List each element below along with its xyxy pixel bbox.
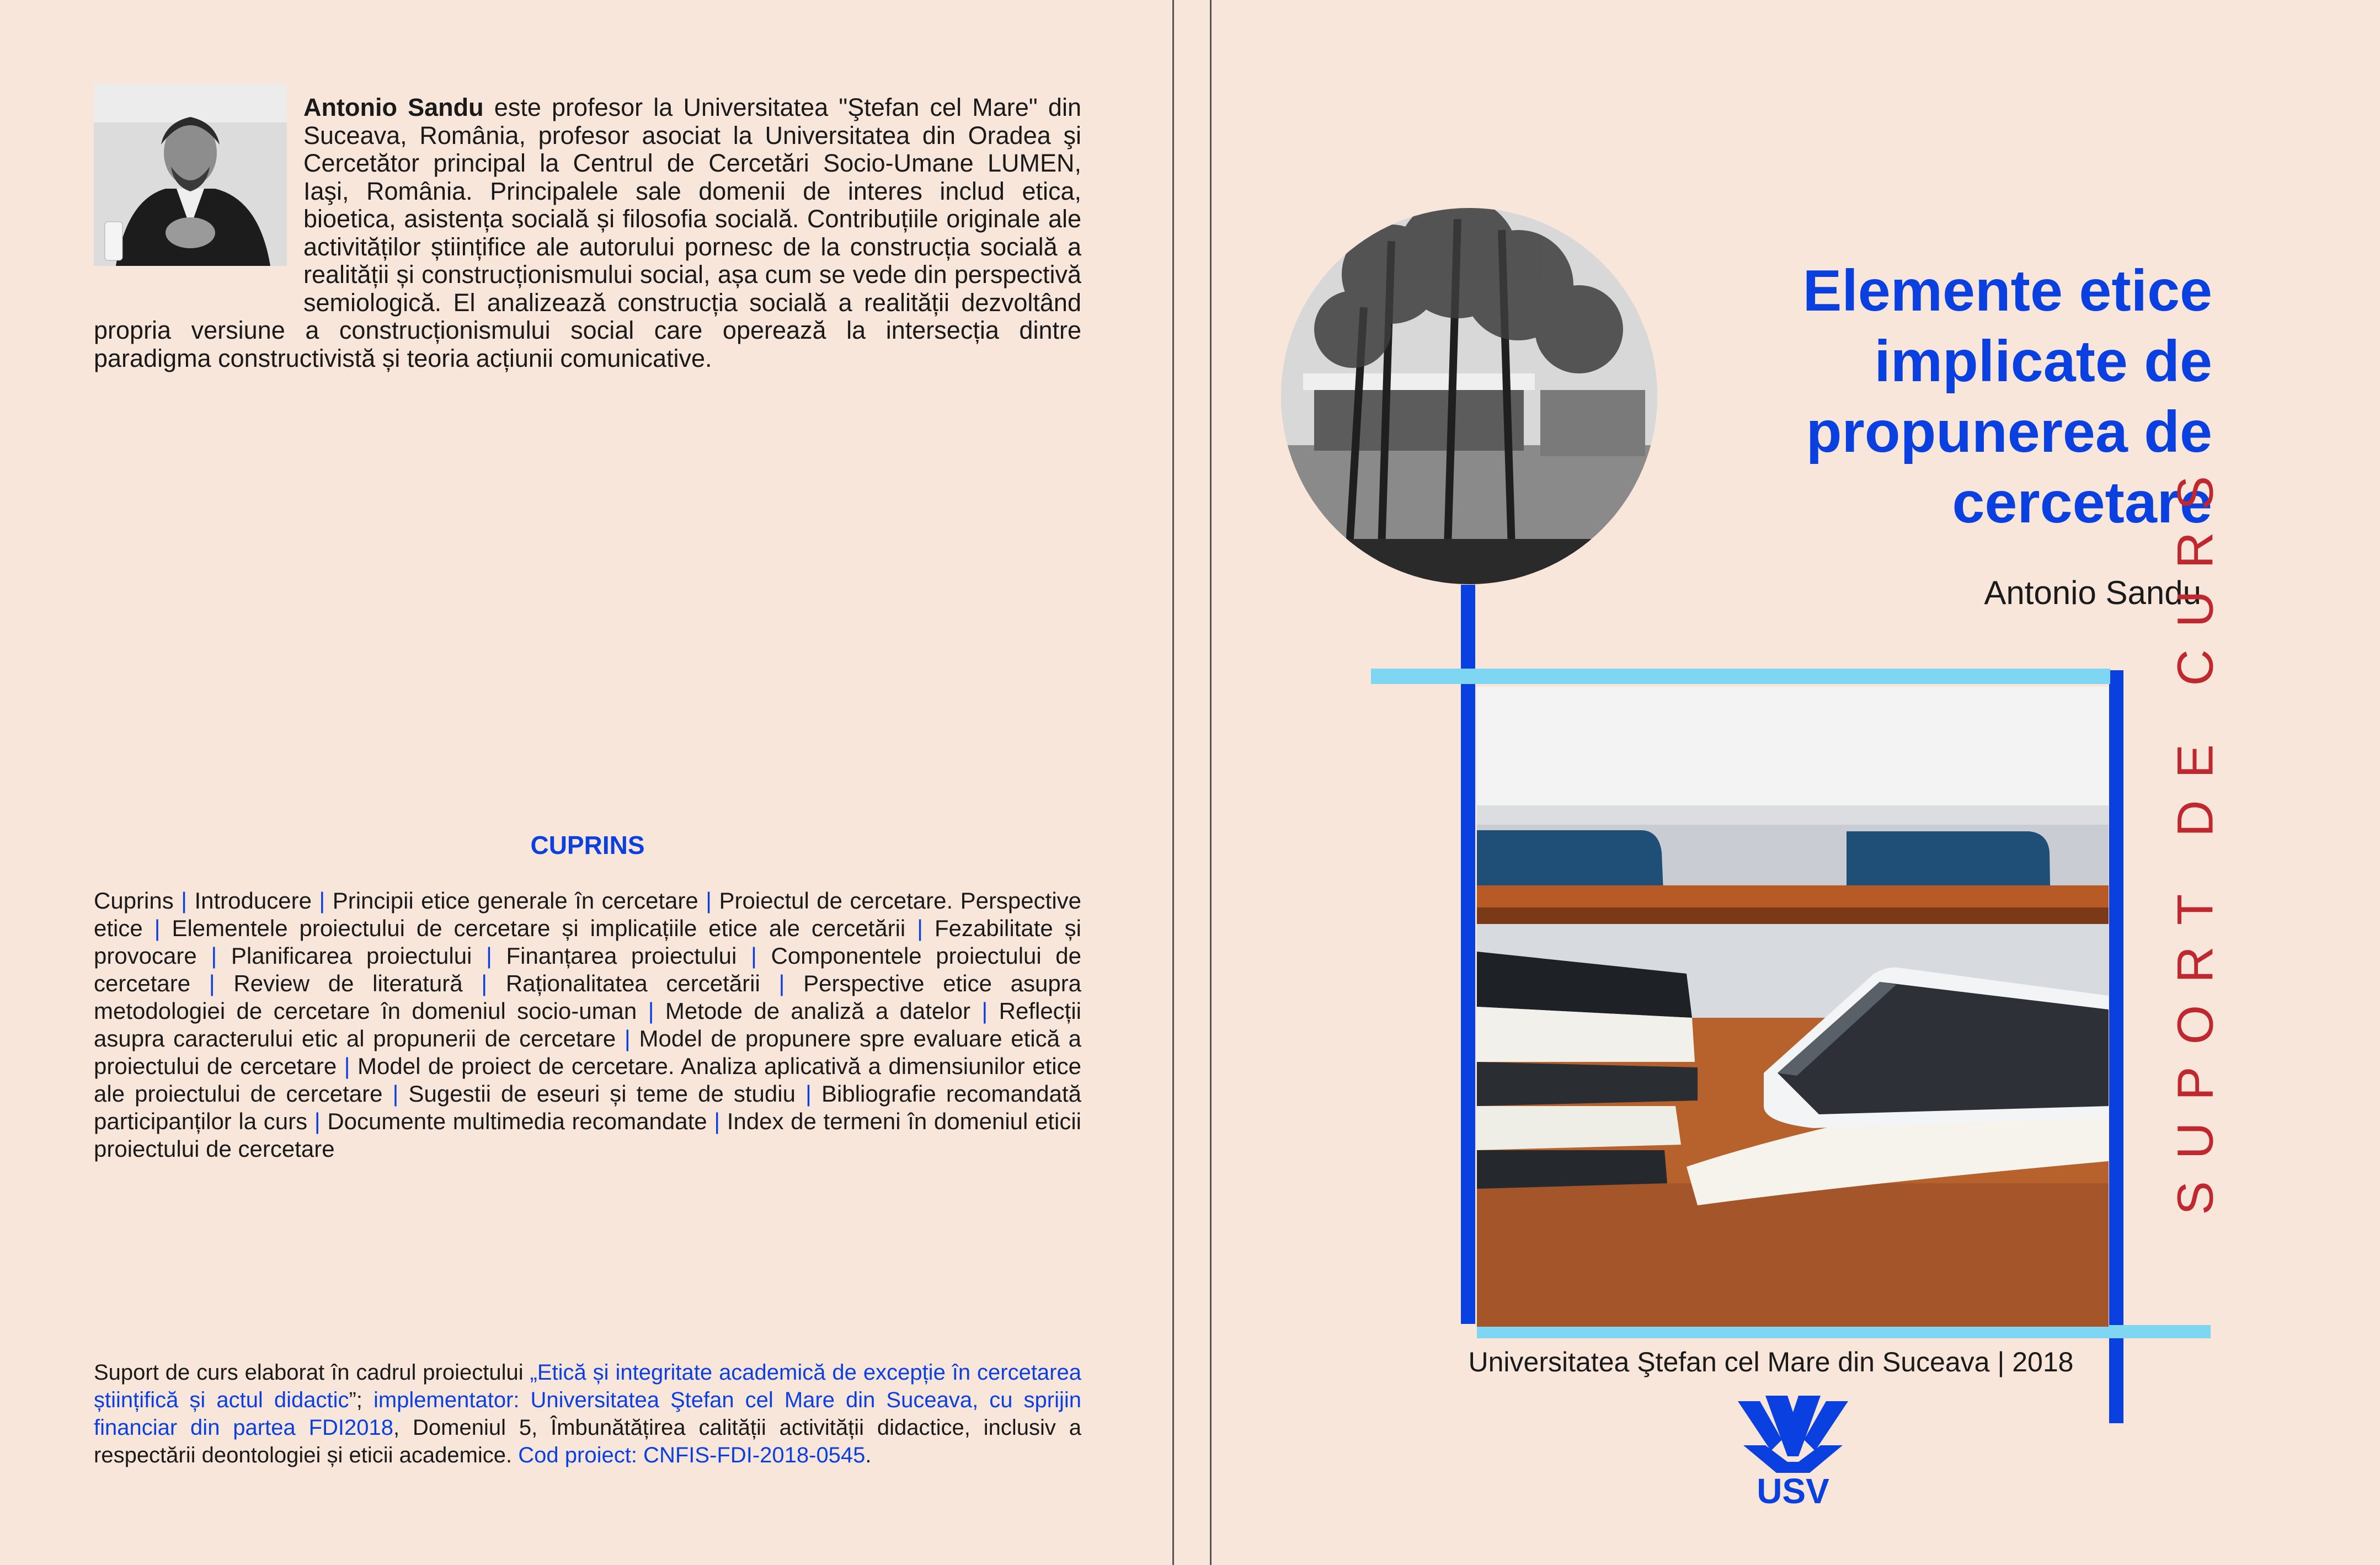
title-line: implicate de (1874, 329, 2212, 394)
toc-separator: | (472, 943, 506, 969)
book-spine (1172, 0, 1212, 1565)
books-tablet-photo (1477, 687, 2109, 1327)
blue-frame-line-left (1461, 585, 1475, 1324)
project-code: Cod proiect: CNFIS-FDI-2018-0545 (518, 1443, 866, 1467)
author-bio (94, 94, 1081, 372)
toc-separator: | (698, 888, 719, 914)
toc-item: Reflecții asupra caracterului etic al propunerii de cercetare (94, 998, 1082, 1051)
toc-item: Model de proiect de cercetare. Analiza aplicativă a dimensiunilor etice ale proiectului de cercetare (94, 1053, 1081, 1107)
toc-separator: | (616, 1025, 639, 1051)
campus-photo (1281, 208, 1657, 584)
toc-item: Model de propunere spre evaluare etică a proiectului de cercetare (94, 1025, 1082, 1079)
project-implementer: implementator: Universitatea Ştefan cel Mare din Suceava, cu sprijin financiar din partea FDI2018 (94, 1388, 1081, 1440)
toc-separator: | (905, 915, 935, 941)
author-bio-text: este profesor la Universitatea "Ştefan cel Mare" din Suceava, România, profesor asociat la Universitatea din Oradea şi Cercetător principal la Centrul de Cercetări Socio-Umane LUMEN, Iaşi, România. Principalele sale domenii de interes includ etica, bioetica, asistența socială și filosofia socială. Contribuțiile originale ale activităților științifice ale autorului pornesc de la construcția socială a realității și construcționismului social, așa cum se vede din perspectivă semiologică. El analizează construcția socială a realității dezvoltând propria versiune a construcționismului social care operează la intersecția dintre paradigma constructivistă și teoria acțiunii comunicative. (94, 93, 1081, 372)
toc-item: Principii etice generale în cercetare (332, 888, 698, 914)
title-line: propunerea de (1806, 399, 2212, 464)
author-name: Antonio Sandu (303, 93, 484, 121)
blue-frame-line-right (2109, 670, 2123, 1423)
toc-item: Introducere (194, 888, 312, 914)
table-of-contents (94, 887, 1081, 1163)
toc-item: Fezabilitate și provocare (94, 915, 1082, 969)
book-title (1683, 255, 2212, 538)
toc-item: Cuprins (94, 888, 174, 914)
logo-text: USV (1757, 1471, 1829, 1511)
title-line: Elemente etice (1802, 258, 2212, 323)
back-cover (0, 0, 1172, 1565)
cover-author: Antonio Sandu (1984, 574, 2201, 611)
toc-separator: | (760, 970, 804, 996)
toc-item: Review de literatură (233, 970, 463, 996)
toc-item: Raționalitatea cercetării (505, 970, 760, 996)
toc-item: Bibliografie recomandată participanților la curs (94, 1081, 1082, 1134)
toc-separator: | (637, 998, 665, 1024)
toc-separator: | (737, 943, 771, 969)
title-line: cercetare (1952, 470, 2212, 535)
toc-separator: | (707, 1108, 727, 1134)
toc-item: Index de termeni în domeniul eticii proiectului de cercetare (94, 1108, 1082, 1162)
toc-separator: | (173, 888, 195, 914)
project-name: „Etică și integritate academică de excepție în cercetarea științifică și actul didactic (94, 1360, 1081, 1412)
toc-separator: | (196, 943, 231, 969)
toc-separator: | (970, 998, 999, 1024)
toc-separator: | (307, 1108, 328, 1134)
suport-de-curs-label: SUPORT DE CURS (2167, 453, 2224, 1215)
project-note-part: ”; (349, 1388, 373, 1412)
project-note-part: , Domeniul 5, Îmbunătățirea calității activității didactice, inclusiv a respectării deontologiei și eticii academice. (94, 1416, 1081, 1467)
toc-item: Sugestii de eseuri și teme de studiu (408, 1081, 796, 1107)
cyan-frame-line-top (1371, 669, 2110, 684)
toc-separator: | (311, 888, 333, 914)
project-note-part: . (865, 1443, 872, 1467)
university-line: Universitatea Ştefan cel Mare din Suceava | 2018 (1468, 1347, 2074, 1377)
toc-item: Metode de analiză a datelor (665, 998, 970, 1024)
toc-separator: | (382, 1081, 409, 1107)
toc-item: Perspective etice asupra metodologiei de cercetare în domeniul socio-uman (94, 970, 1082, 1024)
toc-item: Documente multimedia recomandate (327, 1108, 707, 1134)
usv-logo (1727, 1390, 1859, 1511)
cyan-frame-line-bottom (1477, 1325, 2211, 1338)
toc-item: Finanțarea proiectului (506, 943, 737, 969)
toc-separator: | (142, 915, 172, 941)
toc-item: Elementele proiectului de cercetare și implicațiile etice ale cercetării (172, 915, 906, 941)
toc-separator: | (462, 970, 506, 996)
toc-title: CUPRINS (530, 831, 645, 859)
toc-separator: | (795, 1081, 821, 1107)
project-note (94, 1359, 1081, 1469)
toc-item: Componentele proiectului de cercetare (94, 943, 1082, 996)
toc-separator: | (190, 970, 234, 996)
toc-separator: | (337, 1053, 358, 1079)
toc-item: Planificarea proiectului (231, 943, 472, 969)
toc-item: Proiectul de cercetare. Perspective etice (94, 888, 1082, 941)
project-note-part: Suport de curs elaborat în cadrul proiectului (94, 1360, 530, 1385)
